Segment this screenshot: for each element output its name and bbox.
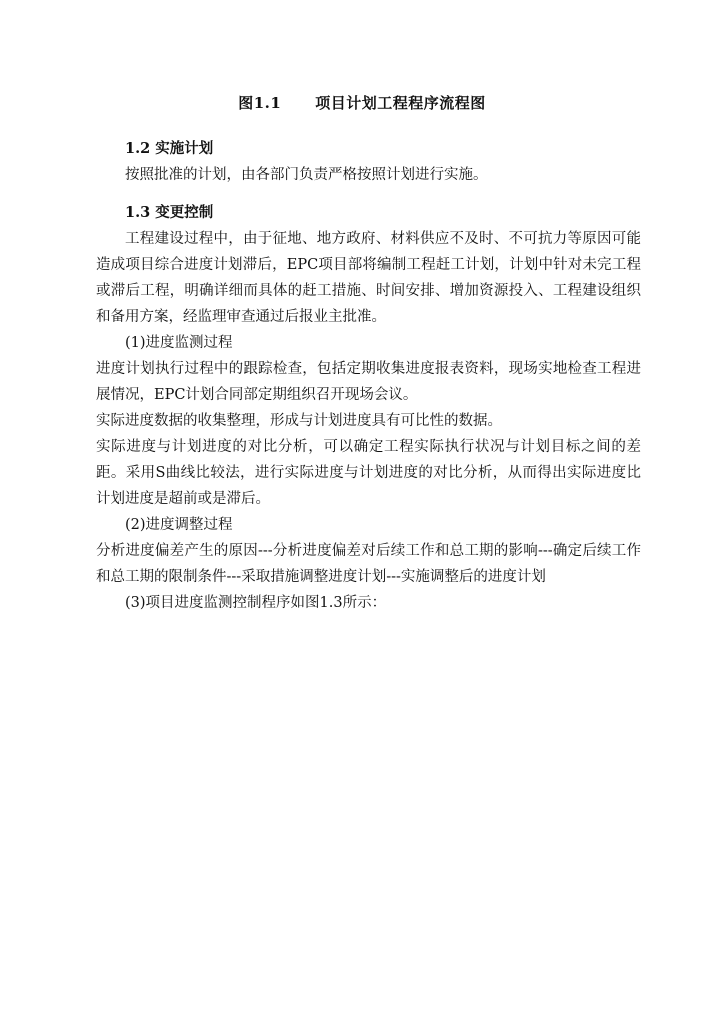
- document-body: [96, 136, 641, 616]
- spacer: [96, 188, 641, 200]
- section-1-2-paragraph: 按照批准的计划，由各部门负责严格按照计划进行实施。: [125, 167, 488, 183]
- item-3-heading: (3)项目进度监测控制程序如图1.3所示：: [125, 595, 387, 611]
- item-1-paragraph-1: 进度计划执行过程中的跟踪检查，包括定期收集进度报表资料，现场实地检查工程进展情况，EPC计划合同部定期组织召开现场会议。: [96, 361, 641, 403]
- item-2-paragraph-1: 分析进度偏差产生的原因---分析进度偏差对后续工作和总工期的影响---确定后续工作和总工期的限制条件---采取措施调整进度计划---实施调整后的进度计划: [96, 543, 641, 585]
- section-heading-1-3: 1.3 变更控制: [125, 204, 214, 221]
- item-2-heading: (2)进度调整过程: [125, 517, 233, 533]
- item-1-paragraph-3: 实际进度与计划进度的对比分析，可以确定工程实际执行状况与计划目标之间的差距。采用S曲线比较法，进行实际进度与计划进度的对比分析，从而得出实际进度比计划进度是超前或是滞后。: [96, 439, 641, 507]
- item-1-heading: (1)进度监测过程: [125, 335, 233, 351]
- figure-caption: [0, 92, 724, 113]
- item-1-paragraph-2: 实际进度数据的收集整理，形成与计划进度具有可比性的数据。: [96, 413, 502, 429]
- section-heading-1-2: 1.2 实施计划: [125, 140, 214, 157]
- figure-title: 项目计划工程程序流程图: [315, 94, 486, 112]
- section-1-3-intro-paragraph: 工程建设过程中，由于征地、地方政府、材料供应不及时、不可抗力等原因可能造成项目综合进度计划滞后，EPC项目部将编制工程赶工计划，计划中针对未完工程或滞后工程，明确详细而具体的赶工措施、时间安排、增加资源投入、工程建设组织和备用方案，经监理审查通过后报业主批准。: [96, 231, 641, 325]
- figure-number: 图1.1: [238, 94, 282, 112]
